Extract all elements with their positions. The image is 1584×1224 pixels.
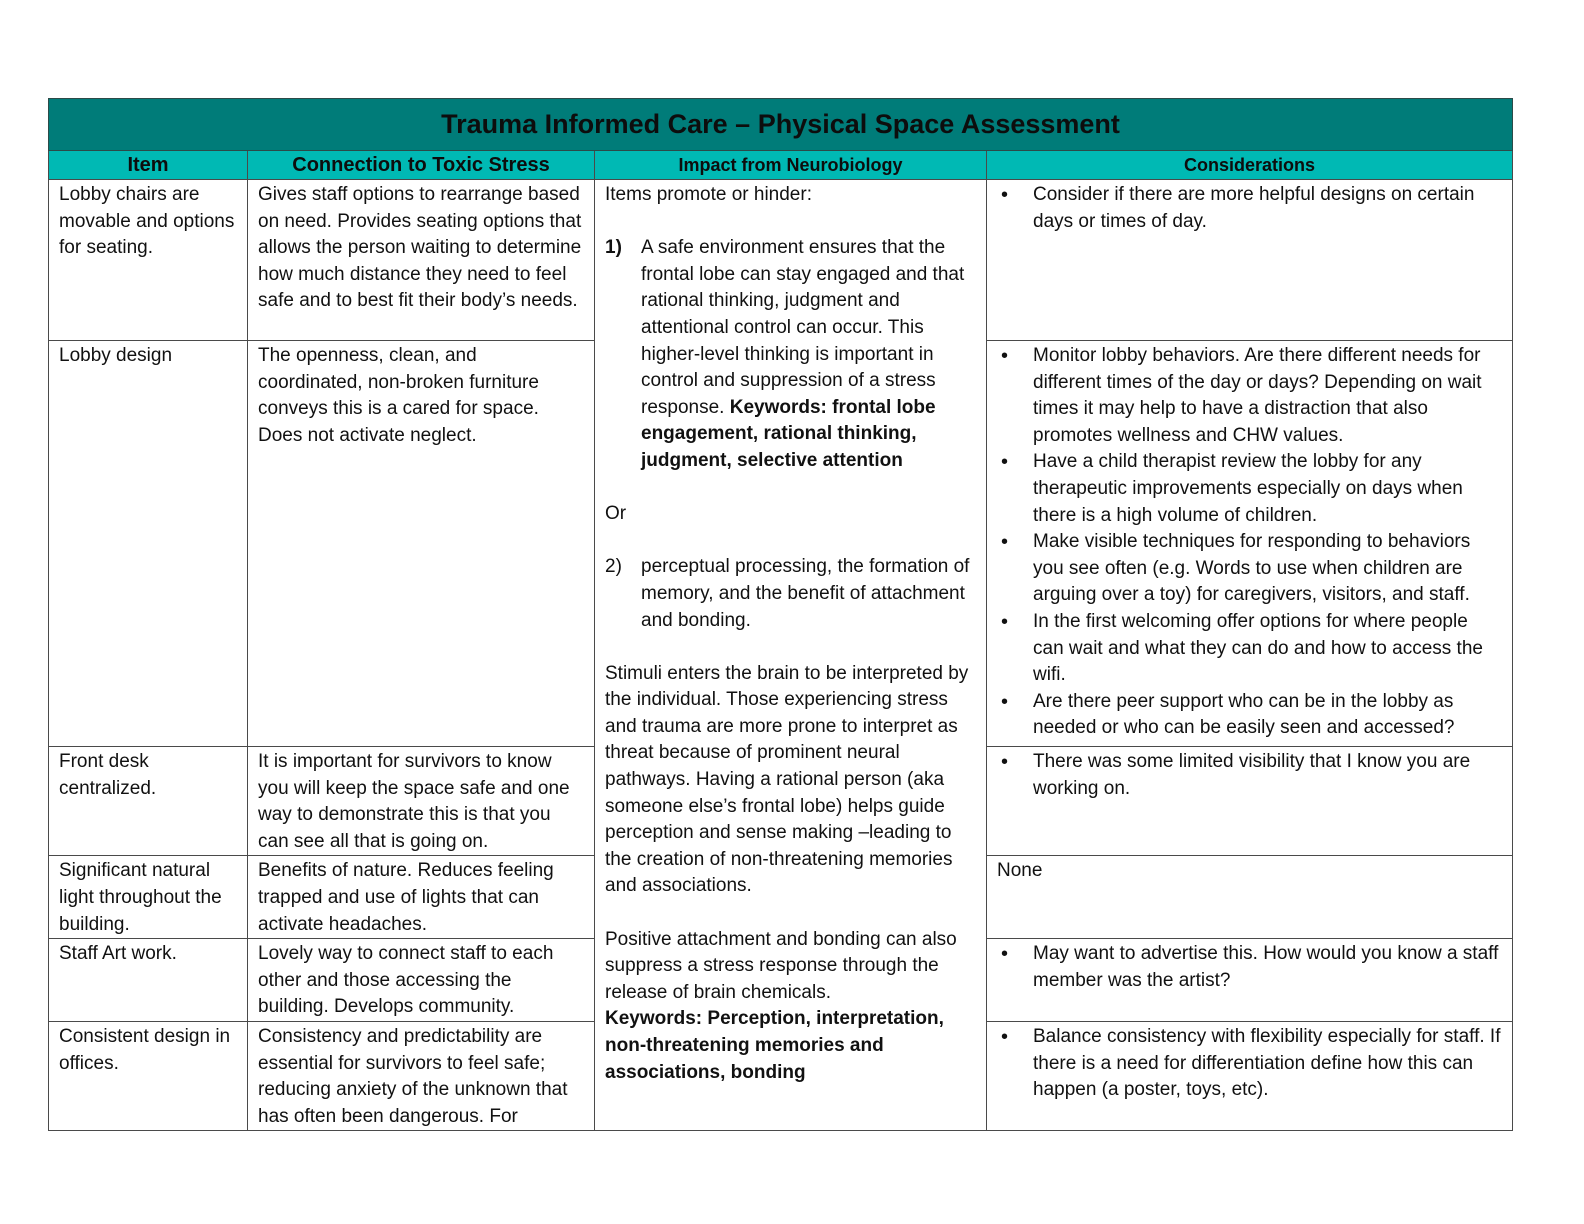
keywords: Keywords: Perception, interpretation, non-threatening memories and associations, bonding (605, 1008, 944, 1083)
connection-cell: Consistency and predictability are essential for survivors to feel safe; reducing anxiety of the unknown that has often been dangerous. For (248, 1021, 595, 1130)
list-item: • Monitor lobby behaviors. Are there different needs for different times of the day or days? Depending on wait times it may help to have a distraction that also promotes wellness and CHW values. (997, 343, 1502, 449)
connection-cell: Gives staff options to rearrange based on need. Provides seating options that allows the person waiting to determine how much distance they need to feel safe and to best fit their body’s needs. (248, 180, 595, 341)
considerations-list (997, 182, 1502, 235)
assessment-page (48, 98, 1512, 1131)
considerations-cell (987, 939, 1513, 1022)
list-item: • In the first welcoming offer options for where people can wait and what they can do and how to access the wifi. (997, 609, 1502, 689)
connection-cell: It is important for survivors to know you will keep the space safe and one way to demonstrate this is that you can see all that is going on. (248, 747, 595, 856)
column-header-connection: Connection to Toxic Stress (248, 151, 595, 180)
considerations-list (997, 941, 1502, 994)
bullet-icon (997, 1024, 1033, 1104)
item-cell: Significant natural light throughout the building. (49, 856, 248, 939)
list-item: • Consider if there are more helpful designs on certain days or times of day. (997, 182, 1502, 235)
bullet-icon (997, 609, 1033, 689)
point-number: 2) (605, 556, 622, 578)
neuro-or: Or (605, 503, 627, 525)
column-header-item: Item (49, 151, 248, 180)
bullet-icon (997, 529, 1033, 609)
bullet-icon (997, 343, 1033, 449)
bullet-icon (997, 449, 1033, 529)
list-item: • Balance consistency with flexibility especially for staff. If there is a need for differentiation define how this can happen (a poster, toys, etc). (997, 1024, 1502, 1104)
list-item: • There was some limited visibility that I know you are working on. (997, 749, 1502, 802)
neuro-attachment: Positive attachment and bonding can also suppress a stress response through the release of brain chemicals. (605, 928, 957, 1003)
column-header-considerations: Considerations (987, 151, 1513, 180)
bullet-icon (997, 182, 1033, 235)
item-cell: Front desk centralized. (49, 747, 248, 856)
neuro-point-1 (605, 235, 976, 474)
considerations-cell (987, 341, 1513, 747)
considerations-list (997, 343, 1502, 742)
point-text: A safe environment ensures that the frontal lobe can stay engaged and that rational thinking, judgment and attentional control can occur. This higher-level thinking is important in control and suppression of a stress response. (641, 237, 965, 418)
bullet-icon (997, 941, 1033, 994)
assessment-table (48, 98, 1513, 1131)
item-cell: Lobby chairs are movable and options for seating. (49, 180, 248, 341)
considerations-cell (987, 1021, 1513, 1130)
list-item: • Make visible techniques for responding to behaviors you see often (e.g. Words to use when children are arguing over a toy) for caregivers, visitors, and staff. (997, 529, 1502, 609)
list-item: • May want to advertise this. How would you know a staff member was the artist? (997, 941, 1502, 994)
column-header-neurobiology: Impact from Neurobiology (595, 151, 987, 180)
table-title: Trauma Informed Care – Physical Space Assessment (49, 99, 1513, 151)
bullet-icon (997, 749, 1033, 802)
list-item: • Have a child therapist review the lobby for any therapeutic improvements especially on days when there is a high volume of children. (997, 449, 1502, 529)
table-row (49, 180, 1513, 341)
item-cell: Staff Art work. (49, 939, 248, 1022)
considerations-cell (987, 747, 1513, 856)
point-number: 1) (605, 237, 622, 259)
point-text: perceptual processing, the formation of memory, and the benefit of attachment and bonding. (641, 556, 970, 631)
connection-cell: Benefits of nature. Reduces feeling trapped and use of lights that can activate headaches. (248, 856, 595, 939)
considerations-list (997, 1024, 1502, 1104)
neuro-intro: Items promote or hinder: (605, 184, 812, 205)
item-cell: Lobby design (49, 341, 248, 747)
considerations-cell (987, 180, 1513, 341)
list-item: • Are there peer support who can be in the lobby as needed or who can be easily seen and accessed? (997, 689, 1502, 742)
neuro-point-2 (605, 554, 976, 634)
bullet-icon (997, 689, 1033, 742)
considerations-list (997, 749, 1502, 802)
connection-cell: The openness, clean, and coordinated, non-broken furniture conveys this is a cared for space. Does not activate neglect. (248, 341, 595, 747)
keywords: Keywords: frontal lobe engagement, rational thinking, judgment, selective attention (641, 396, 936, 471)
connection-cell: Lovely way to connect staff to each other and those accessing the building. Develops community. (248, 939, 595, 1022)
considerations-cell: None (987, 856, 1513, 939)
neurobiology-cell (595, 180, 987, 1131)
item-cell: Consistent design in offices. (49, 1021, 248, 1130)
neuro-stimuli: Stimuli enters the brain to be interpreted by the individual. Those experiencing stress and trauma are more prone to interpret as threat because of prominent neural pathways. Having a rational person (aka someone else’s frontal lobe) helps guide perception and sense making –leading to the creation of non-threatening memories and associations. (605, 662, 969, 897)
